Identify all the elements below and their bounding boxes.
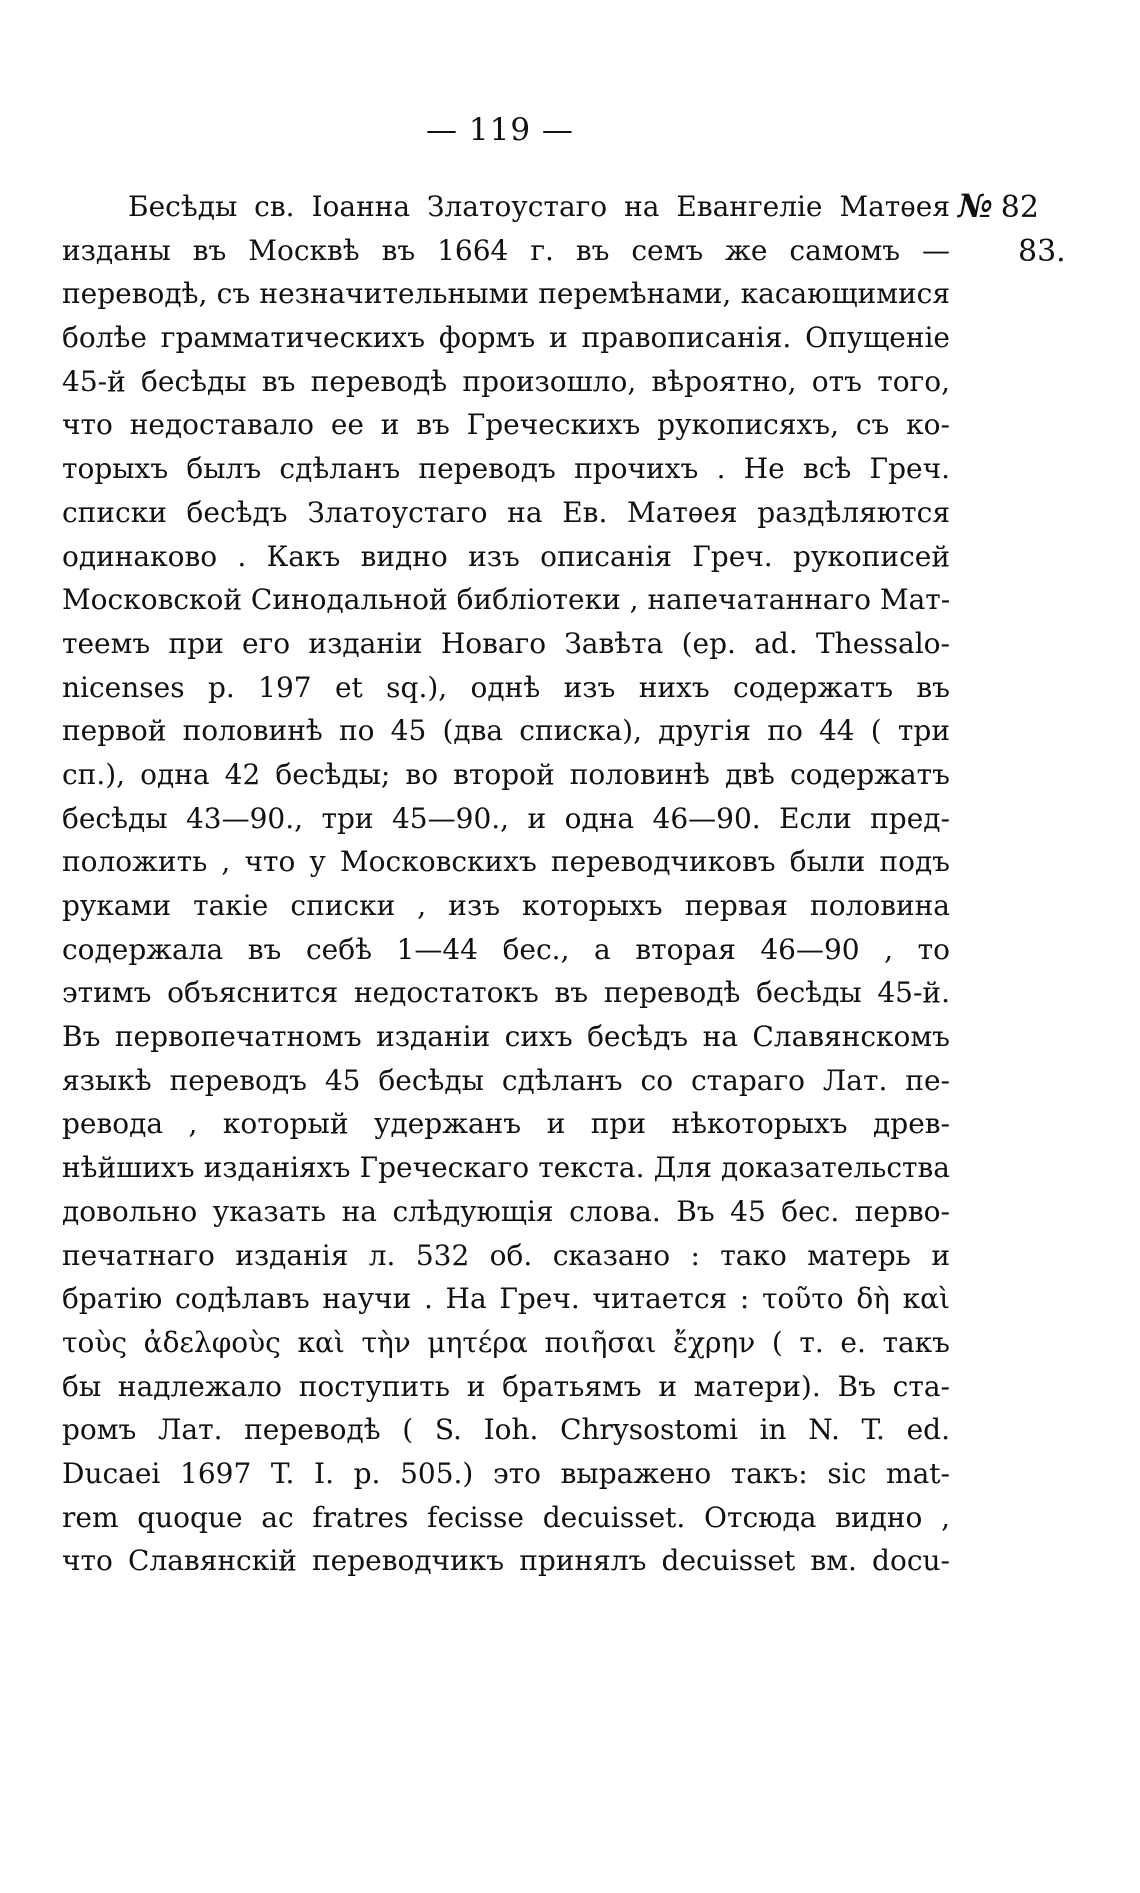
text-line: болѣе грамматическихъ формъ и правописанія. Опущеніе (62, 321, 950, 355)
text-line: печатнаго изданія л. 532 об. сказано : тако матерь и (62, 1238, 950, 1272)
margin-numbers-first (958, 185, 1128, 230)
text-line: торыхъ былъ сдѣланъ переводъ прочихъ . Не всѣ Греч. (62, 452, 950, 486)
text-line: Въ первопечатномъ изданіи сихъ бесѣдъ на Славянскомъ (62, 1020, 950, 1054)
text-line: довольно указать на слѣдующія слова. Въ 45 бес. перво- (62, 1194, 950, 1228)
text-line: языкѣ переводъ 45 бесѣды сдѣланъ со стараго Лат. пе- (62, 1063, 950, 1097)
text-line: одинаково . Какъ видно изъ описанія Греч. рукописей (62, 539, 950, 573)
text-line: братію содѣлавъ научи . На Греч. читается : τοῦτο δὴ καὶ (62, 1282, 950, 1316)
text-line: nicenses p. 197 et sq.), однѣ изъ нихъ содержатъ въ (62, 670, 950, 704)
text-line: положить , что у Московскихъ переводчиковъ были подъ (62, 845, 950, 879)
margin-number-82: 82 (1000, 190, 1039, 225)
text-line: первой половинѣ по 45 (два списка), другія по 44 ( три (62, 714, 950, 748)
text-line: руками такіе списки , изъ которыхъ первая половина (62, 889, 950, 922)
text-line: что недоставало ее и въ Греческихъ рукописяхъ, съ ко- (62, 408, 950, 442)
text-line: сп.), одна 42 бесѣды; во второй половинѣ двѣ содержатъ (62, 757, 950, 791)
text-line: списки бесѣдъ Златоустаго на Ев. Матѳея раздѣляются (62, 495, 950, 529)
text-line: Ducaei 1697 T. I. p. 505.) это выражено такъ: sic mat- (62, 1456, 950, 1490)
text-line: бы надлежало поступить и братьямъ и матери). Въ ста- (62, 1369, 950, 1403)
text-line: содержала въ себѣ 1—44 бес., а вторая 46—90 , то (62, 932, 950, 966)
text-line: τοὺς ἀδελφοὺς καὶ τὴν μητέρα ποιῆσαι ἔχρην ( т. е. такъ (62, 1325, 950, 1359)
text-line: бесѣды 43—90., три 45—90., и одна 46—90. Если пред- (62, 801, 950, 835)
text-line: изданы въ Москвѣ въ 1664 г. въ семъ же самомъ — (62, 233, 950, 267)
text-line: переводѣ, съ незначительными перемѣнами, касающимися (62, 277, 950, 311)
margin-number-83: 83. (1018, 233, 1066, 269)
text-line: 45-й бесѣды въ переводѣ произошло, вѣроятно, отъ того, (62, 364, 950, 398)
text-line: ромъ Лат. переводѣ ( S. Ioh. Chrysostomi in N. T. ed. (62, 1413, 950, 1447)
text-line: rem quoque ac fratres fecisse decuisset. Отсюда видно , (62, 1500, 950, 1534)
numero-sign: № (958, 187, 993, 225)
text-line: Бесѣды св. Іоанна Златоустаго на Евангеліе Матѳея (128, 190, 950, 223)
text-line: что Славянскій переводчикъ принялъ decuisset вм. docu- (62, 1544, 950, 1578)
text-line: этимъ объяснится недостатокъ въ переводѣ бесѣды 45-й. (62, 976, 950, 1010)
text-line: теемъ при его изданіи Новаго Завѣта (ер. ad. Thessalo- (62, 626, 950, 660)
text-line: Московской Синодальной библіотеки , напечатаннаго Мат- (62, 583, 951, 617)
text-line: ревода , который удержанъ и при нѣкоторыхъ древ- (62, 1107, 950, 1141)
main-text (62, 185, 950, 1583)
page-number: — 119 — (426, 112, 574, 148)
margin-note (958, 185, 1128, 273)
text-line: нѣйшихъ изданіяхъ Греческаго текста. Для доказательства (62, 1151, 950, 1185)
